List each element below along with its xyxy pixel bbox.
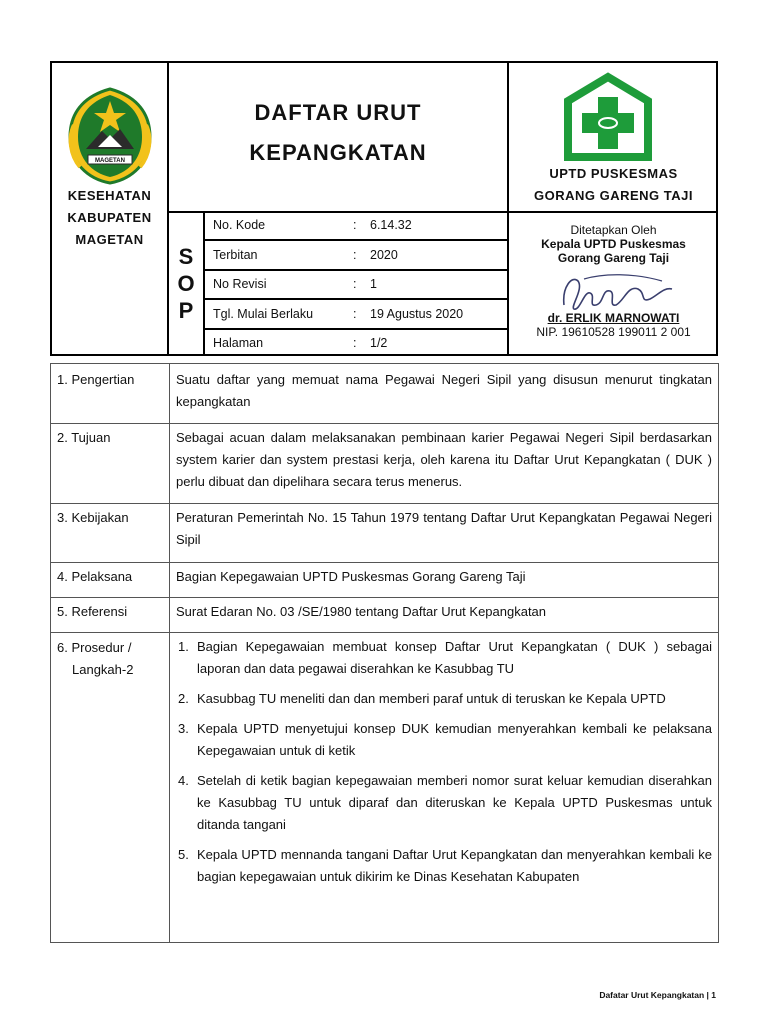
meta-row-kode xyxy=(205,211,507,239)
section-label: 4. Pelaksana xyxy=(57,569,133,584)
meta-row-halaman xyxy=(205,329,507,357)
section-text: Suatu daftar yang memuat nama Pegawai Negeri Sipil yang disusun menurut tingkatan kepangkatan xyxy=(176,372,712,409)
svg-text:MAGETAN: MAGETAN xyxy=(95,158,125,164)
step-text: Kepala UPTD menyetujui konsep DUK kemudian menyerahkan kembali ke pelaksana Kepegawaian untuk di ketik xyxy=(197,721,712,758)
approval-caption: Ditetapkan Oleh xyxy=(570,223,657,237)
org-line: MAGETAN xyxy=(75,232,144,247)
section-text: Surat Edaran No. 03 /SE/1980 tentang Daftar Urut Kepangkatan xyxy=(176,604,547,619)
section-label xyxy=(57,637,133,681)
step-number: 2. xyxy=(178,691,189,706)
divider xyxy=(51,632,718,633)
step-text: Kepala UPTD mennanda tangani Daftar Urut Kepangkatan dan menyerahkan kembali ke bagian kepegawaian untuk dikirim ke Dinas Kesehatan Kabupaten xyxy=(197,847,712,884)
document-title xyxy=(169,93,507,173)
sop-header-table xyxy=(50,61,718,356)
step-number: 1. xyxy=(178,639,189,654)
section-label-line: Langkah-2 xyxy=(72,662,134,677)
meta-colon: : xyxy=(353,248,357,262)
org-line: KESEHATAN xyxy=(67,188,152,203)
approver-title: Gorang Gareng Taji xyxy=(557,251,670,265)
step-number: 5. xyxy=(178,847,189,862)
approval-block xyxy=(509,223,718,339)
title-line: KEPANGKATAN xyxy=(249,140,427,165)
step-number: 3. xyxy=(178,721,189,736)
step-text: Bagian Kepegawaian membuat konsep Daftar Urut Kepangkatan ( DUK ) sebagai laporan dan data pegawai diserahkan ke Kasubbag TU xyxy=(197,639,712,676)
procedure-step xyxy=(176,844,712,888)
org-line: GORANG GARENG TAJI xyxy=(534,188,693,203)
right-org-name xyxy=(509,163,718,207)
meta-colon: : xyxy=(353,307,357,321)
signature-image xyxy=(544,267,684,315)
meta-value: 19 Agustus 2020 xyxy=(370,307,464,321)
meta-value: 1/2 xyxy=(370,336,388,350)
puskesmas-logo xyxy=(562,71,654,163)
meta-label: Tgl. Mulai Berlaku xyxy=(213,307,314,321)
approver-title: Kepala UPTD Puskesmas xyxy=(541,237,686,251)
divider xyxy=(51,562,718,563)
section-text: Bagian Kepegawaian UPTD Puskesmas Gorang Gareng Taji xyxy=(176,569,526,584)
sop-vertical-label xyxy=(169,243,203,324)
meta-row-revisi xyxy=(205,270,507,298)
meta-colon: : xyxy=(353,218,357,232)
divider xyxy=(51,597,718,598)
sop-content-table xyxy=(50,363,719,943)
divider xyxy=(51,423,718,424)
meta-value: 6.14.32 xyxy=(370,218,412,232)
magetan-crest-logo xyxy=(62,85,158,185)
left-org-name xyxy=(52,185,167,251)
divider xyxy=(51,503,718,504)
meta-row-tgl xyxy=(205,300,507,328)
section-text: Peraturan Pemerintah No. 15 Tahun 1979 tentang Daftar Urut Kepangkatan Pegawai Negeri Sipil xyxy=(176,510,712,547)
section-label-line: 6. Prosedur / xyxy=(57,640,132,655)
meta-label: Terbitan xyxy=(213,248,258,262)
meta-value: 2020 xyxy=(370,248,398,262)
section-label: 2. Tujuan xyxy=(57,430,111,445)
meta-value: 1 xyxy=(370,277,377,291)
procedure-step xyxy=(176,688,712,710)
org-line: UPTD PUSKESMAS xyxy=(549,166,678,181)
step-number: 4. xyxy=(178,773,189,788)
meta-label: No. Kode xyxy=(213,218,266,232)
section-label: 3. Kebijakan xyxy=(57,510,129,525)
org-line: KABUPATEN xyxy=(67,210,152,225)
sop-letter: O xyxy=(177,271,195,296)
divider xyxy=(169,364,170,942)
sop-letter: P xyxy=(178,298,194,323)
section-label: 1. Pengertian xyxy=(57,372,135,387)
meta-colon: : xyxy=(353,277,357,291)
step-text: Setelah di ketik bagian kepegawaian memberi nomor surat keluar kemudian diserahkan ke Kasubbag TU untuk diparaf dan diteruskan ke Kepala UPTD Puskesmas untuk ditanda tangani xyxy=(197,773,712,832)
meta-label: Halaman xyxy=(213,336,264,350)
section-label: 5. Referensi xyxy=(57,604,128,619)
meta-colon: : xyxy=(353,336,357,350)
signer-name: dr. ERLIK MARNOWATI xyxy=(547,311,680,325)
title-line: DAFTAR URUT xyxy=(254,100,422,125)
signer-nip: NIP. 19610528 199011 2 001 xyxy=(536,325,691,339)
procedure-step xyxy=(176,636,712,680)
procedure-step-list xyxy=(176,636,712,896)
procedure-step xyxy=(176,770,712,836)
procedure-step xyxy=(176,718,712,762)
step-text: Kasubbag TU meneliti dan dan memberi paraf untuk di teruskan ke Kepala UPTD xyxy=(197,691,666,706)
meta-row-terbitan xyxy=(205,241,507,269)
meta-label: No Revisi xyxy=(213,277,267,291)
divider xyxy=(507,211,718,213)
page-footer: Dafatar Urut Kepangkatan | 1 xyxy=(599,990,716,1000)
section-text: Sebagai acuan dalam melaksanakan pembinaan karier Pegawai Negeri Sipil berdasarkan system karier dan system prestasi kerja, oleh karena itu Daftar Urut Kepangkatan ( DUK ) perlu dibuat dan dipelihara secara terus menerus. xyxy=(176,430,712,489)
sop-letter: S xyxy=(178,244,194,269)
